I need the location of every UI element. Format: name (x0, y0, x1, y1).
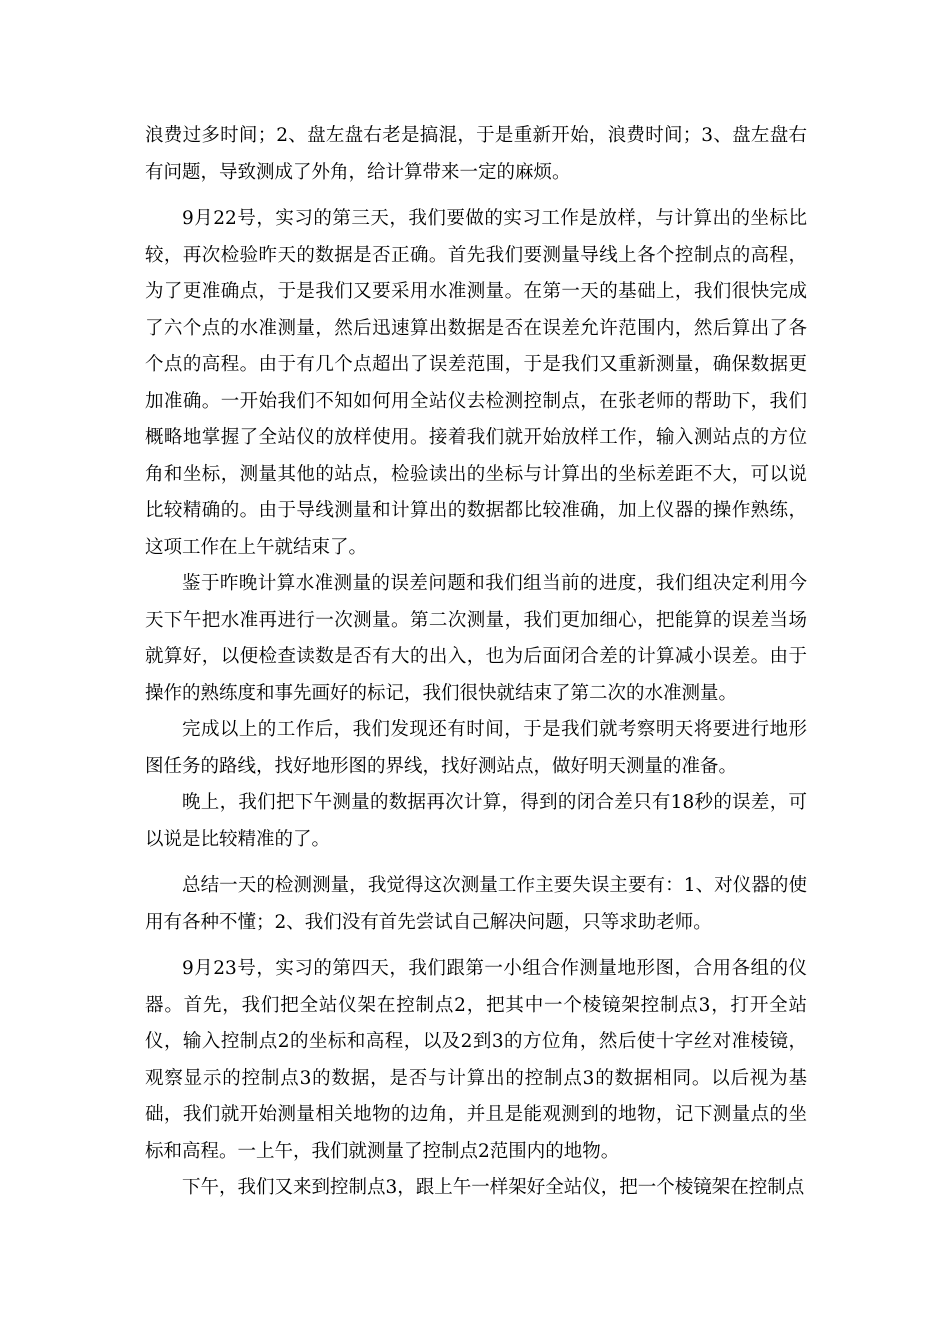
paragraph-level-survey: 鉴于昨晚计算水准测量的误差问题和我们组当前的进度，我们组决定利用今天下午把水准再进行一次测量。第二次测量，我们更加细心，把能算的误差当场就算好，以便检查读数是否有大的出入，也为后面闭合差的计算减小误差。由于操作的熟练度和事先画好的标记，我们很快就结束了第二次的水准测量。 (145, 573, 807, 704)
paragraph-afternoon: 下午，我们又来到控制点3，跟上午一样架好全站仪，把一个棱镜架在控制点 (182, 1177, 805, 1198)
paragraph-evening: 晚上，我们把下午测量的数据再次计算，得到的闭合差只有18秒的误差，可以说是比较精准的了。 (145, 792, 807, 850)
paragraph-summary: 总结一天的检测测量，我觉得这次测量工作主要失误主要有：1、对仪器的使用有各种不懂；2、我们没有首先尝试自己解决问题，只等求助老师。 (145, 875, 807, 933)
paragraph-route-prep: 完成以上的工作后，我们发现还有时间，于是我们就考察明天将要进行地形图任务的路线，找好地形图的界线，找好测站点，做好明天测量的准备。 (145, 719, 807, 777)
paragraph-day3: 9月22号，实习的第三天，我们要做的实习工作是放样，与计算出的坐标比较，再次检验昨天的数据是否正确。首先我们要测量导线上各个控制点的高程，为了更准确点，于是我们又要采用水准测量。在第一天的基础上，我们很快完成了六个点的水准测量，然后迅速算出数据是否在误差允许范围内，然后算出了各个点的高程。由于有几个点超出了误差范围，于是我们又重新测量，确保数据更加准确。一开始我们不知如何用全站仪去检测控制点，在张老师的帮助下，我们概略地掌握了全站仪的放样使用。接着我们就开始放样工作，输入测站点的方位角和坐标，测量其他的站点，检验读出的坐标与计算出的坐标差距不大，可以说比较精确的。由于导线测量和计算出的数据都比较准确，加上仪器的操作熟练，这项工作在上午就结束了。 (145, 208, 807, 558)
document-page (145, 118, 807, 1207)
paragraph-day4: 9月23号，实习的第四天，我们跟第一小组合作测量地形图，合用各组的仪器。首先，我们把全站仪架在控制点2，把其中一个棱镜架控制点3，打开全站仪，输入控制点2的坐标和高程，以及2到3的方位角，然后使十字丝对准棱镜，观察显示的控制点3的数据，是否与计算出的控制点3的数据相同。以后视为基础，我们就开始测量相关地物的边角，并且是能观测到的地物，记下测量点的坐标和高程。一上午，我们就测量了控制点2范围内的地物。 (145, 958, 807, 1162)
paragraph-continuation: 浪费过多时间；2、盘左盘右老是搞混，于是重新开始，浪费时间；3、盘左盘右有问题，导致测成了外角，给计算带来一定的麻烦。 (145, 125, 807, 183)
